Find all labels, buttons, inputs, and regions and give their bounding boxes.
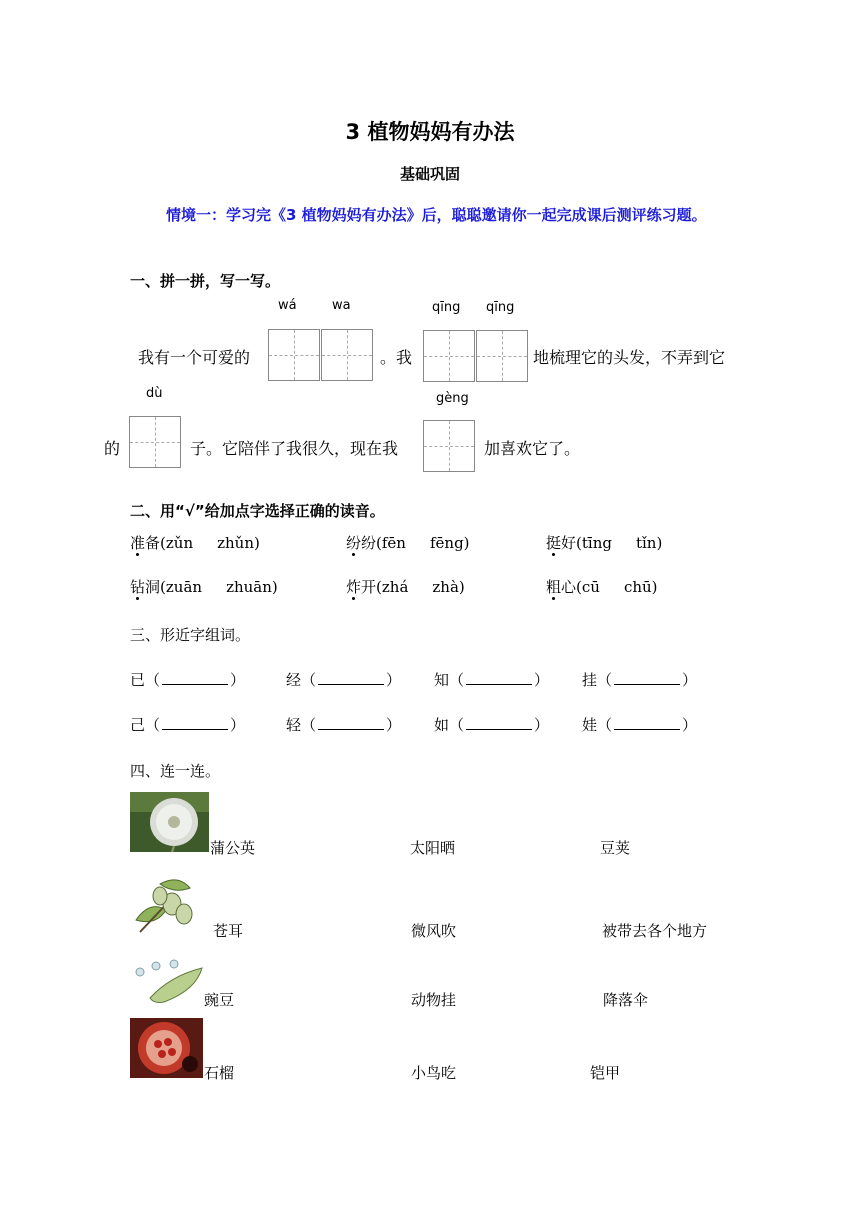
option-a[interactable]: (tīng [576, 534, 612, 552]
plant-dandelion[interactable]: 蒲公英 [210, 839, 256, 857]
option-a[interactable]: (fēn [376, 534, 406, 552]
dotted-char: 炸 [346, 578, 362, 596]
section4-heading: 四、连一连。 [130, 762, 221, 780]
fill-text-2: 。我 [380, 348, 413, 367]
dotted-char: 粗 [546, 578, 562, 596]
option-b[interactable]: chū) [623, 578, 658, 596]
dotted-char: 准 [130, 534, 146, 552]
writing-box-5[interactable] [129, 416, 181, 468]
item-rest: 纷 [361, 534, 377, 552]
answer-blank[interactable] [318, 717, 384, 730]
section-subtitle: 基础巩固 [399, 165, 460, 183]
plant-pea[interactable]: 豌豆 [204, 991, 235, 1009]
word-item: 娃（ ） [582, 716, 698, 734]
pinyin-1: wá [278, 298, 297, 313]
reading-item [346, 576, 465, 597]
option-a[interactable]: (zǔn [160, 534, 194, 552]
option-a[interactable]: (zhá [376, 578, 409, 596]
pinyin-6: gèng [436, 391, 469, 406]
pinyin-3: qīng [432, 300, 461, 315]
word-item: 轻（ ） [286, 716, 402, 734]
section3-heading: 三、形近字组词。 [130, 626, 251, 644]
fill-text-1: 我有一个可爱的 [138, 348, 251, 367]
option-b[interactable]: tǐn) [635, 534, 663, 552]
word-item: 知（ ） [434, 671, 550, 689]
fill-text-6: 加喜欢它了。 [484, 439, 581, 458]
answer-blank[interactable] [614, 717, 680, 730]
answer-blank[interactable] [318, 672, 384, 685]
answer-blank[interactable] [614, 672, 680, 685]
reading-item [130, 532, 260, 553]
item-rest: 备 [145, 534, 161, 552]
dotted-char: 纷 [346, 534, 362, 552]
dotted-char: 钻 [130, 578, 146, 596]
fill-text-3: 地梳理它的头发，不弄到它 [533, 348, 726, 367]
option-a[interactable]: (zuān [160, 578, 203, 596]
reading-item [130, 576, 278, 597]
word-item: 己（ ） [130, 716, 246, 734]
option-a[interactable]: (cū [576, 578, 600, 596]
fill-text-4: 的 [104, 439, 121, 458]
dandelion-image [130, 792, 209, 852]
reading-item [546, 532, 662, 553]
reading-item [546, 576, 658, 597]
pinyin-4: qīng [486, 300, 515, 315]
plant-cocklebur[interactable]: 苍耳 [213, 922, 244, 940]
pomegranate-image [130, 1018, 203, 1078]
answer-blank[interactable] [162, 717, 228, 730]
writing-box-1[interactable] [268, 329, 320, 381]
dotted-char: 挺 [546, 534, 562, 552]
writing-box-6[interactable] [423, 420, 475, 472]
item-rest: 心 [561, 578, 577, 596]
word-item: 经（ ） [286, 671, 402, 689]
result-armor[interactable]: 铠甲 [590, 1064, 621, 1082]
method-animal[interactable]: 动物挂 [411, 991, 457, 1009]
cocklebur-image [130, 870, 200, 938]
result-spread[interactable]: 被带去各个地方 [602, 922, 708, 940]
writing-box-4[interactable] [476, 330, 528, 382]
option-b[interactable]: zhǔn) [217, 534, 260, 552]
page-title: 3 植物妈妈有办法 [345, 120, 515, 144]
item-rest: 开 [361, 578, 377, 596]
fill-text-5: 子。它陪伴了我很久，现在我 [190, 439, 399, 458]
result-pod[interactable]: 豆荚 [600, 839, 631, 857]
item-rest: 洞 [145, 578, 161, 596]
writing-box-2[interactable] [321, 329, 373, 381]
item-rest: 好 [561, 534, 577, 552]
method-breeze[interactable]: 微风吹 [411, 922, 457, 940]
answer-blank[interactable] [162, 672, 228, 685]
option-b[interactable]: zhuān) [226, 578, 278, 596]
reading-item [346, 532, 470, 553]
answer-blank[interactable] [466, 672, 532, 685]
plant-pomegranate[interactable]: 石榴 [204, 1064, 235, 1082]
section1-heading: 一、拼一拼，写一写。 [130, 272, 281, 290]
pinyin-5: dù [146, 386, 163, 401]
pinyin-2: wa [332, 298, 351, 313]
word-item: 已（ ） [130, 671, 246, 689]
answer-blank[interactable] [466, 717, 532, 730]
situation-text: 情境一：学习完《3 植物妈妈有办法》后，聪聪邀请你一起完成课后测评练习题。 [166, 206, 707, 224]
option-b[interactable]: zhà) [432, 578, 465, 596]
method-sun[interactable]: 太阳晒 [410, 839, 456, 857]
word-item: 如（ ） [434, 716, 550, 734]
result-parachute[interactable]: 降落伞 [603, 991, 649, 1009]
pea-image [130, 956, 204, 1004]
writing-box-3[interactable] [423, 330, 475, 382]
word-item: 挂（ ） [582, 671, 698, 689]
section2-heading: 二、用“√”给加点字选择正确的读音。 [130, 502, 385, 520]
option-b[interactable]: fēng) [429, 534, 470, 552]
method-bird[interactable]: 小鸟吃 [411, 1064, 457, 1082]
